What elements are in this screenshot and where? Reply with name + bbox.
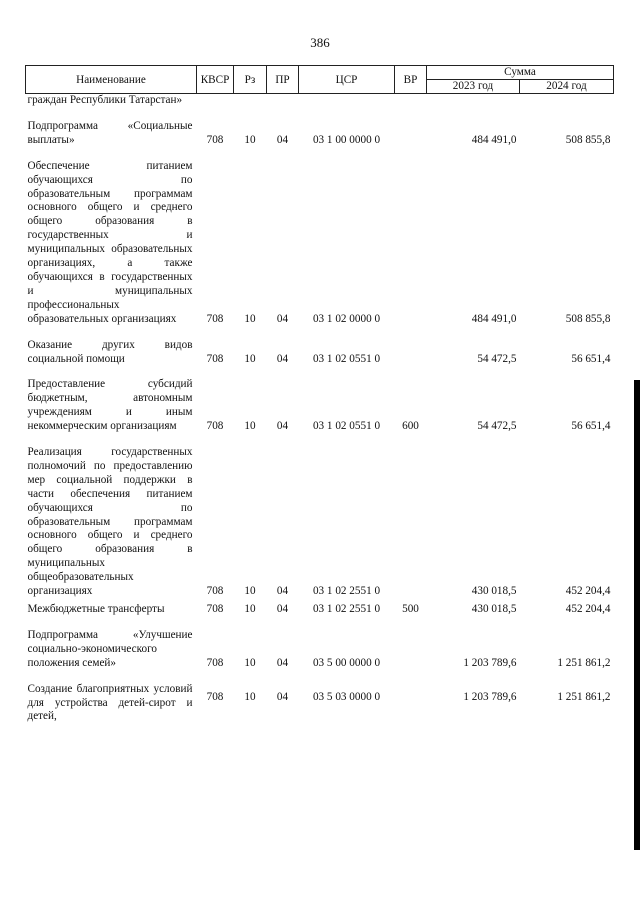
row-csr: 03 1 00 0000 0 bbox=[312, 133, 381, 146]
row-name: Создание благоприятных условий для устройства детей-сирот и детей, bbox=[27, 682, 193, 723]
row-name: Предоставление субсидий бюджетным, автономным учреждениям и иным некоммерческим организациям bbox=[27, 378, 193, 433]
row-vr: 600 bbox=[402, 420, 419, 433]
row-sum-2024: 56 651,4 bbox=[571, 420, 611, 433]
header-name: Наименование bbox=[26, 66, 197, 94]
row-rz: 10 bbox=[244, 603, 256, 615]
table-row bbox=[26, 366, 614, 434]
row-sum-2023: 484 491,0 bbox=[471, 133, 517, 146]
row-pr bbox=[267, 94, 299, 108]
page-number: 386 bbox=[310, 35, 330, 50]
row-sum-2023: 54 472,5 bbox=[477, 420, 517, 433]
table-row bbox=[26, 434, 614, 599]
table-row bbox=[26, 94, 614, 108]
row-rz: 10 bbox=[244, 656, 256, 669]
table-row bbox=[26, 148, 614, 327]
row-vr bbox=[395, 434, 427, 599]
row-kvsr: 708 bbox=[206, 603, 224, 615]
row-vr bbox=[395, 671, 427, 725]
row-rz bbox=[234, 94, 267, 108]
row-sum-2023 bbox=[427, 94, 520, 108]
row-kvsr: 708 bbox=[206, 585, 224, 598]
row-vr bbox=[395, 327, 427, 367]
row-kvsr: 708 bbox=[206, 420, 224, 433]
row-name: Оказание других видов социальной помощи bbox=[27, 338, 193, 365]
row-csr: 03 5 00 0000 0 bbox=[312, 656, 381, 669]
row-sum-2023: 430 018,5 bbox=[471, 585, 517, 598]
row-name: Реализация государственных полномочий по предоставлению мер социальной поддержки в части обеспечения питанием обучающихся по образовательным программам основного общего и среднего общего образования в муниципальных общеобразовательных организациях bbox=[27, 446, 193, 598]
budget-table bbox=[25, 65, 614, 724]
header-pr: ПР bbox=[267, 66, 299, 94]
row-rz: 10 bbox=[244, 352, 256, 365]
row-sum-2024: 1 251 861,2 bbox=[557, 690, 611, 703]
table-row bbox=[26, 617, 614, 671]
row-csr: 03 1 02 0000 0 bbox=[312, 312, 381, 325]
row-sum-2023: 430 018,5 bbox=[471, 603, 517, 615]
table-row bbox=[26, 599, 614, 617]
table-header bbox=[26, 66, 614, 94]
row-name: Подпрограмма «Социальные выплаты» bbox=[27, 119, 193, 146]
row-vr bbox=[395, 148, 427, 327]
row-name: Подпрограмма «Улучшение социально-экономического положения семей» bbox=[27, 628, 193, 669]
row-csr: 03 1 02 0551 0 bbox=[312, 420, 381, 433]
row-sum-2024: 508 855,8 bbox=[565, 312, 611, 325]
header-sum: Сумма bbox=[427, 66, 614, 80]
row-pr: 04 bbox=[276, 656, 289, 669]
row-sum-2024: 452 204,4 bbox=[565, 603, 611, 615]
row-sum-2024: 508 855,8 bbox=[565, 133, 611, 146]
row-vr: 500 bbox=[402, 603, 419, 615]
table-row bbox=[26, 671, 614, 725]
row-vr bbox=[395, 94, 427, 108]
row-kvsr: 708 bbox=[206, 690, 224, 703]
header-kvsr: КВСР bbox=[197, 66, 234, 94]
row-kvsr: 708 bbox=[206, 312, 224, 325]
row-vr bbox=[395, 108, 427, 148]
row-sum-2024: 1 251 861,2 bbox=[557, 656, 611, 669]
row-name: Обеспечение питанием обучающихся по образовательным программам основного общего и среднего общего образования в государственных и муниципальных образовательных организациях, а также обучающихся в государственных и муниципальных профессиональных образовательных организациях bbox=[27, 159, 193, 325]
row-vr bbox=[395, 617, 427, 671]
row-pr: 04 bbox=[276, 690, 289, 703]
row-csr: 03 5 03 0000 0 bbox=[312, 690, 381, 703]
table-row bbox=[26, 108, 614, 148]
row-rz: 10 bbox=[244, 312, 256, 325]
row-pr: 04 bbox=[276, 603, 289, 615]
header-vr: ВР bbox=[395, 66, 427, 94]
row-sum-2023: 1 203 789,6 bbox=[463, 656, 517, 669]
row-kvsr bbox=[197, 94, 234, 108]
row-sum-2023: 1 203 789,6 bbox=[463, 690, 517, 703]
header-csr: ЦСР bbox=[299, 66, 395, 94]
header-year-2023: 2023 год bbox=[427, 80, 520, 94]
row-rz: 10 bbox=[244, 133, 256, 146]
row-kvsr: 708 bbox=[206, 133, 224, 146]
header-rz: Рз bbox=[234, 66, 267, 94]
row-kvsr: 708 bbox=[206, 352, 224, 365]
row-sum-2024: 452 204,4 bbox=[565, 585, 611, 598]
row-sum-2024: 56 651,4 bbox=[571, 352, 611, 365]
row-sum-2024 bbox=[520, 94, 614, 108]
row-pr: 04 bbox=[276, 585, 289, 598]
row-kvsr: 708 bbox=[206, 656, 224, 669]
row-csr: 03 1 02 2551 0 bbox=[312, 603, 381, 615]
row-pr: 04 bbox=[276, 133, 289, 146]
row-sum-2023: 54 472,5 bbox=[477, 352, 517, 365]
row-pr: 04 bbox=[276, 420, 289, 433]
row-pr: 04 bbox=[276, 312, 289, 325]
row-csr bbox=[299, 94, 395, 108]
row-rz: 10 bbox=[244, 690, 256, 703]
row-rz: 10 bbox=[244, 585, 256, 598]
row-csr: 03 1 02 2551 0 bbox=[312, 585, 381, 598]
scan-edge-bar bbox=[634, 380, 640, 850]
row-csr: 03 1 02 0551 0 bbox=[312, 352, 381, 365]
row-name: Межбюджетные трансферты bbox=[27, 603, 165, 615]
row-rz: 10 bbox=[244, 420, 256, 433]
table-row bbox=[26, 327, 614, 367]
row-sum-2023: 484 491,0 bbox=[471, 312, 517, 325]
header-year-2024: 2024 год bbox=[520, 80, 614, 94]
row-pr: 04 bbox=[276, 352, 289, 365]
row-name: граждан Республики Татарстан» bbox=[27, 94, 183, 106]
